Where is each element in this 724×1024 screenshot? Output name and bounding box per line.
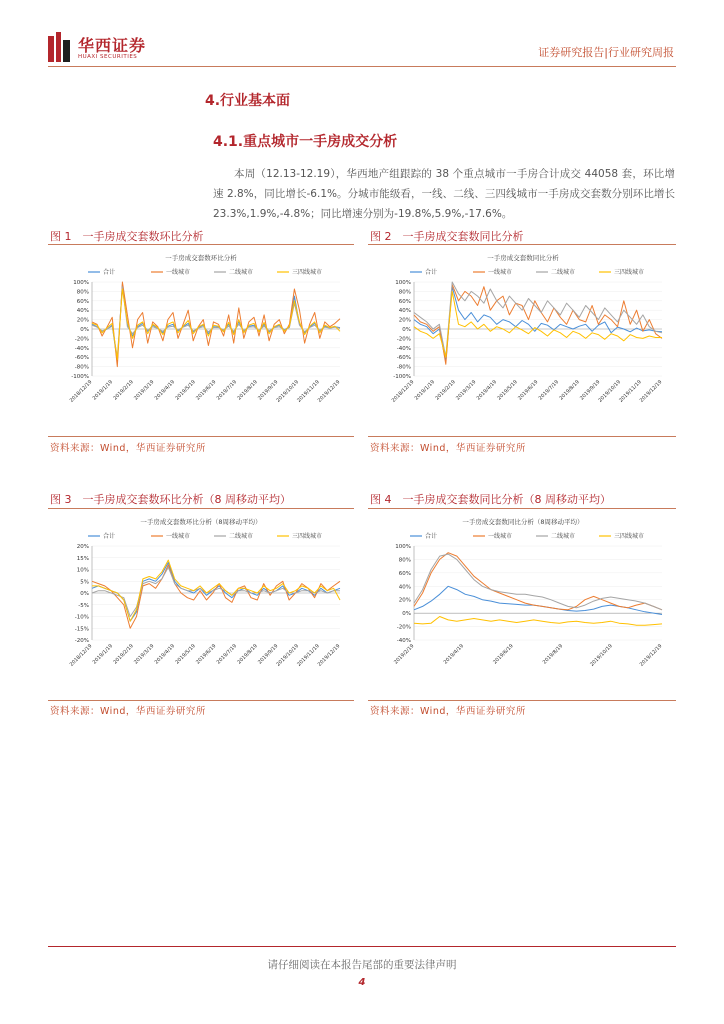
x-tick-label: 2019/11/19 (296, 379, 321, 404)
series-line-tier2 (92, 287, 340, 358)
x-tick-label: 2019/12/19 (638, 379, 664, 404)
x-tick-label: 2019/12/19 (316, 643, 342, 668)
y-tick-label: 0% (402, 611, 411, 618)
x-tick-label: 2019/7/19 (215, 643, 239, 666)
x-tick-label: 2019/5/19 (496, 379, 519, 402)
x-tick-label: 2019/3/19 (455, 379, 478, 402)
y-tick-label: 40% (398, 584, 411, 591)
x-tick-label: 2019/7/19 (215, 379, 239, 402)
y-tick-label: -20% (396, 624, 411, 631)
x-tick-label: 2018/12/19 (68, 643, 94, 668)
legend-label: 一线城市 (166, 269, 191, 276)
chart-title: 一手房成交套数同比分析（8周移动平均） (462, 518, 584, 526)
y-tick-label: 0% (80, 327, 89, 333)
header-divider (48, 66, 676, 67)
legend-label: 合计 (425, 269, 438, 276)
x-tick-label: 2019/1/19 (413, 379, 437, 402)
x-tick-label: 2019/8/19 (558, 379, 581, 402)
series-line-tier1 (92, 282, 340, 367)
figure-1-bottom-rule (48, 436, 354, 437)
x-tick-label: 2019/1/19 (91, 379, 115, 402)
series-line-total (414, 586, 662, 614)
y-tick-label: 80% (76, 289, 89, 296)
figure-3-title: 图 3 一手房成交套数环比分析（8 周移动平均） (50, 493, 291, 506)
y-tick-label: 20% (76, 317, 89, 324)
chart-4 (370, 510, 676, 698)
footer-disclaimer: 请仔细阅读在本报告尾部的重要法律声明 (267, 959, 457, 971)
x-tick-label: 2019/10/19 (275, 643, 301, 668)
x-tick-label: 2018/12/19 (68, 379, 94, 404)
y-tick-label: 15% (76, 555, 89, 562)
y-tick-label: -60% (396, 355, 411, 362)
brand-name-en: HUAXI SECURITIES (78, 54, 138, 60)
x-tick-label: 2019/4/19 (153, 643, 177, 666)
y-tick-label: -5% (78, 602, 89, 609)
x-tick-label: 2019/3/19 (133, 379, 156, 402)
x-tick-label: 2018/12/19 (390, 379, 416, 404)
y-tick-label: -20% (74, 336, 89, 343)
y-tick-label: 20% (398, 317, 411, 324)
y-tick-label: 100% (395, 544, 411, 550)
series-line-tier1 (414, 553, 662, 610)
y-tick-label: -80% (74, 364, 89, 371)
x-tick-label: 2019/12/19 (638, 643, 664, 668)
legend-label: 合计 (425, 533, 438, 540)
legend-label: 合计 (103, 269, 116, 276)
x-tick-label: 2019/8/19 (236, 379, 259, 402)
series-line-tier34 (414, 291, 662, 357)
y-tick-label: -40% (396, 638, 411, 644)
x-tick-label: 2019/6/19 (492, 643, 515, 666)
x-tick-label: 2019/6/19 (517, 379, 540, 402)
brand-name: 华西证券 (78, 36, 147, 55)
body-paragraph (213, 164, 675, 224)
y-tick-label: 60% (76, 298, 89, 305)
y-tick-label: 40% (398, 308, 411, 315)
y-tick-label: 60% (398, 298, 411, 305)
y-tick-label: 100% (73, 280, 89, 286)
section-heading: 4.行业基本面 (205, 93, 291, 109)
figure-4-source: 资料来源：Wind，华西证券研究所 (370, 706, 526, 717)
legend-label: 三四线城市 (614, 269, 645, 276)
figure-3-source: 资料来源：Wind，华西证券研究所 (50, 706, 206, 717)
chart-title: 一手房成交套数环比分析（8周移动平均） (140, 518, 262, 526)
series-line-tier2 (414, 554, 662, 610)
y-tick-label: 0% (402, 327, 411, 333)
footer-divider (48, 946, 676, 947)
legend-label: 合计 (103, 533, 116, 540)
y-tick-label: -100% (393, 374, 411, 380)
legend-label: 二线城市 (229, 269, 254, 276)
x-tick-label: 2019/12/19 (316, 379, 342, 404)
y-tick-label: -80% (396, 364, 411, 371)
huaxi-logo-icon (48, 32, 70, 62)
x-tick-label: 2019/6/19 (195, 643, 218, 666)
y-tick-label: 20% (76, 544, 89, 550)
y-tick-label: 100% (395, 280, 411, 286)
chart-1 (48, 246, 354, 434)
figure-2-title: 图 2 一手房成交套数同比分析 (370, 230, 524, 243)
chart-title: 一手房成交套数同比分析 (487, 254, 559, 262)
x-tick-label: 2019/4/19 (442, 643, 466, 666)
legend-label: 一线城市 (488, 269, 513, 276)
legend-label: 三四线城市 (292, 269, 323, 276)
y-tick-label: 80% (398, 557, 411, 564)
y-tick-label: 10% (76, 567, 89, 574)
y-tick-label: 5% (80, 579, 89, 586)
x-tick-label: 2019/2/19 (112, 643, 135, 666)
legend-label: 三四线城市 (292, 533, 323, 540)
x-tick-label: 2019/11/19 (296, 643, 321, 668)
paragraph-text: 本周（12.13-12.19），华西地产组跟踪的 38 个重点城市一手房合计成交 44058 套，环比增速 2.8%，同比增长-6.1%。分城市能级看，一线、二线、三四线城市一手房成交套数分别环比增长 23.3%,1.9%,-4.8%；同比增速分别为-19.8%,5.9%,-17.6%。 (213, 168, 675, 220)
page-number: 4 (358, 977, 366, 988)
figure-4-bottom-rule (368, 700, 676, 701)
y-tick-label: -20% (396, 336, 411, 343)
legend-label: 一线城市 (166, 533, 191, 540)
x-tick-label: 2019/7/19 (537, 379, 561, 402)
x-tick-label: 2019/10/19 (597, 379, 623, 404)
y-tick-label: -40% (74, 345, 89, 352)
legend-label: 一线城市 (488, 533, 513, 540)
figure-2-rule (368, 244, 676, 245)
figure-3-rule (48, 508, 354, 509)
y-tick-label: -100% (71, 374, 89, 380)
x-tick-label: 2019/4/19 (153, 379, 177, 402)
x-tick-label: 2019/8/19 (236, 643, 259, 666)
section-subheading: 4.1.重点城市一手房成交分析 (213, 134, 398, 150)
y-tick-label: 40% (76, 308, 89, 315)
legend-label: 二线城市 (551, 269, 576, 276)
legend-label: 三四线城市 (614, 533, 645, 540)
figure-4-title: 图 4 一手房成交套数同比分析（8 周移动平均） (370, 493, 611, 506)
figure-1-source: 资料来源：Wind，华西证券研究所 (50, 443, 206, 454)
x-tick-label: 2019/8/19 (541, 643, 565, 666)
y-tick-label: 60% (398, 570, 411, 577)
x-tick-label: 2019/9/19 (257, 643, 280, 666)
figure-1-rule (48, 244, 354, 245)
report-type: 证券研究报告|行业研究周报 (538, 46, 674, 59)
y-tick-label: -60% (74, 355, 89, 362)
x-tick-label: 2019/9/19 (579, 379, 602, 402)
x-tick-label: 2019/2/19 (112, 379, 135, 402)
figure-2-source: 资料来源：Wind，华西证券研究所 (370, 443, 526, 454)
y-tick-label: -40% (396, 345, 411, 352)
x-tick-label: 2019/10/19 (589, 643, 614, 668)
series-line-tier34 (414, 617, 662, 626)
x-tick-label: 2019/9/19 (257, 379, 280, 402)
x-tick-label: 2019/5/19 (174, 379, 197, 402)
x-tick-label: 2019/10/19 (275, 379, 301, 404)
y-tick-label: 0% (80, 591, 89, 597)
x-tick-label: 2019/2/19 (434, 379, 457, 402)
x-tick-label: 2019/5/19 (174, 643, 197, 666)
x-tick-label: 2019/3/19 (133, 643, 156, 666)
figure-2-bottom-rule (368, 436, 676, 437)
x-tick-label: 2019/4/19 (475, 379, 499, 402)
chart-title: 一手房成交套数环比分析 (165, 254, 237, 262)
figure-3-bottom-rule (48, 700, 354, 701)
figure-1-title: 图 1 一手房成交套数环比分析 (50, 230, 204, 243)
y-tick-label: 20% (398, 597, 411, 604)
x-tick-label: 2019/1/19 (91, 643, 115, 666)
y-tick-label: -10% (74, 614, 89, 621)
x-tick-label: 2019/2/19 (393, 643, 416, 666)
chart-2 (370, 246, 676, 434)
y-tick-label: -15% (74, 626, 89, 633)
chart-3 (48, 510, 354, 698)
y-tick-label: 80% (398, 289, 411, 296)
y-tick-label: -20% (74, 638, 89, 644)
x-tick-label: 2019/6/19 (195, 379, 218, 402)
figure-4-rule (368, 508, 676, 509)
x-tick-label: 2019/11/19 (618, 379, 643, 404)
series-line-tier2 (92, 567, 340, 616)
legend-label: 二线城市 (229, 533, 254, 540)
legend-label: 二线城市 (551, 533, 576, 540)
